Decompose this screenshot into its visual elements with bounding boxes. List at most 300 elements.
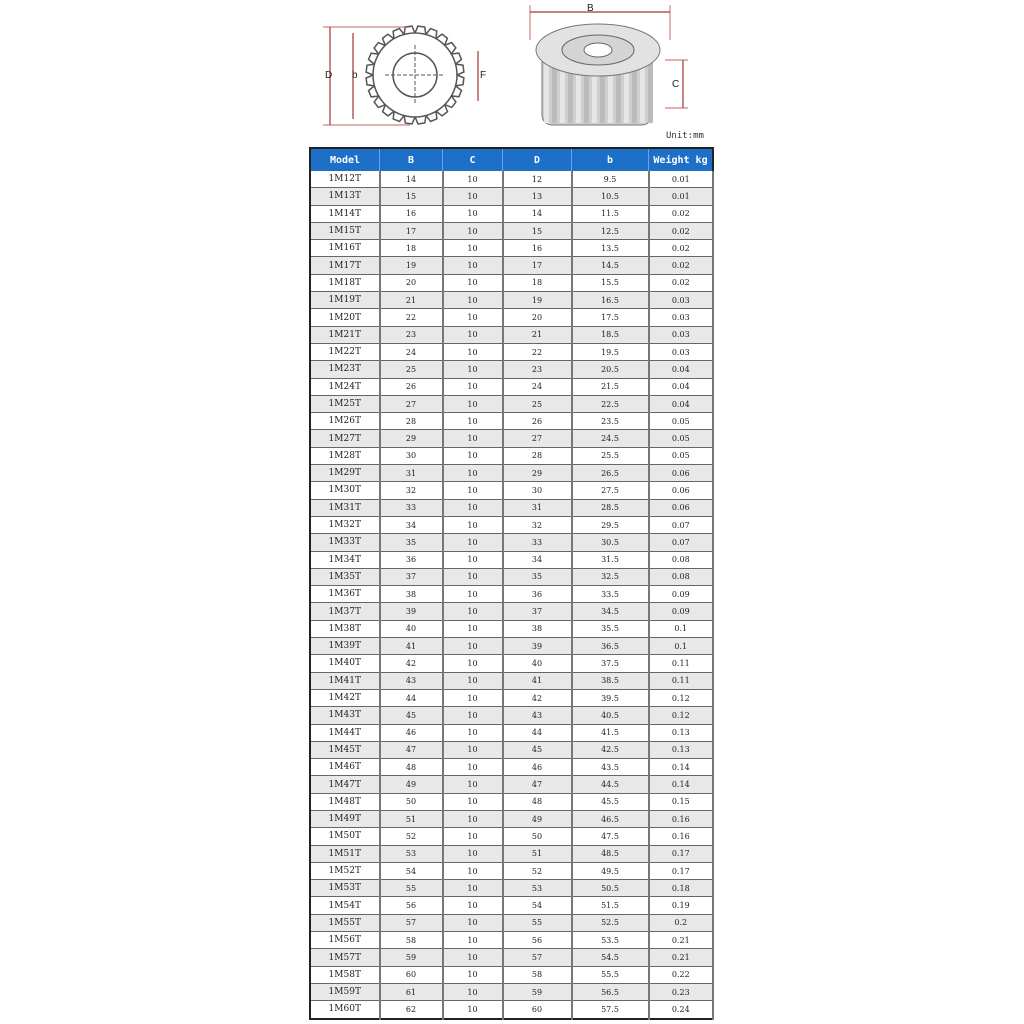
cell-weight: 0.01 bbox=[649, 188, 714, 205]
cell-B: 36 bbox=[380, 551, 443, 568]
table-header-row bbox=[310, 148, 713, 171]
cell-b: 20.5 bbox=[572, 361, 649, 378]
cell-B: 58 bbox=[380, 932, 443, 949]
cell-weight: 0.17 bbox=[649, 845, 714, 862]
cell-D: 13 bbox=[503, 188, 572, 205]
cell-B: 29 bbox=[380, 430, 443, 447]
cell-model: 1M16T bbox=[310, 240, 380, 257]
cell-C: 10 bbox=[443, 430, 503, 447]
cell-b: 34.5 bbox=[572, 603, 649, 620]
cell-B: 44 bbox=[380, 689, 443, 706]
cell-weight: 0.03 bbox=[649, 326, 714, 343]
cell-D: 60 bbox=[503, 1001, 572, 1019]
table-row bbox=[310, 171, 713, 188]
cell-weight: 0.09 bbox=[649, 603, 714, 620]
cell-C: 10 bbox=[443, 880, 503, 897]
cell-D: 32 bbox=[503, 516, 572, 533]
table-row bbox=[310, 810, 713, 827]
cell-C: 10 bbox=[443, 932, 503, 949]
cell-D: 51 bbox=[503, 845, 572, 862]
cell-C: 10 bbox=[443, 395, 503, 412]
cell-C: 10 bbox=[443, 568, 503, 585]
cell-weight: 0.05 bbox=[649, 430, 714, 447]
cell-model: 1M56T bbox=[310, 932, 380, 949]
cell-weight: 0.01 bbox=[649, 171, 714, 188]
dim-label-D: D bbox=[325, 70, 333, 81]
cell-weight: 0.07 bbox=[649, 516, 714, 533]
cell-D: 20 bbox=[503, 309, 572, 326]
cell-D: 44 bbox=[503, 724, 572, 741]
cell-weight: 0.15 bbox=[649, 793, 714, 810]
cell-C: 10 bbox=[443, 689, 503, 706]
cell-C: 10 bbox=[443, 862, 503, 879]
cell-model: 1M33T bbox=[310, 534, 380, 551]
cell-C: 10 bbox=[443, 378, 503, 395]
cell-C: 10 bbox=[443, 1001, 503, 1019]
table-row bbox=[310, 465, 713, 482]
cell-D: 21 bbox=[503, 326, 572, 343]
cell-model: 1M50T bbox=[310, 828, 380, 845]
cell-D: 56 bbox=[503, 932, 572, 949]
cell-C: 10 bbox=[443, 966, 503, 983]
table-row bbox=[310, 880, 713, 897]
cell-D: 38 bbox=[503, 620, 572, 637]
table-row bbox=[310, 1001, 713, 1019]
cell-C: 10 bbox=[443, 516, 503, 533]
cell-C: 10 bbox=[443, 845, 503, 862]
cell-model: 1M21T bbox=[310, 326, 380, 343]
cell-D: 24 bbox=[503, 378, 572, 395]
cell-model: 1M24T bbox=[310, 378, 380, 395]
table-row bbox=[310, 966, 713, 983]
cell-b: 41.5 bbox=[572, 724, 649, 741]
cell-b: 51.5 bbox=[572, 897, 649, 914]
cell-B: 26 bbox=[380, 378, 443, 395]
cell-D: 41 bbox=[503, 672, 572, 689]
cell-weight: 0.04 bbox=[649, 361, 714, 378]
cell-b: 42.5 bbox=[572, 741, 649, 758]
table-row bbox=[310, 793, 713, 810]
cell-C: 10 bbox=[443, 465, 503, 482]
cell-C: 10 bbox=[443, 205, 503, 222]
table-row bbox=[310, 413, 713, 430]
cell-weight: 0.03 bbox=[649, 309, 714, 326]
cell-b: 36.5 bbox=[572, 638, 649, 655]
cell-model: 1M60T bbox=[310, 1001, 380, 1019]
cell-C: 10 bbox=[443, 759, 503, 776]
cell-b: 17.5 bbox=[572, 309, 649, 326]
cell-C: 10 bbox=[443, 793, 503, 810]
cell-C: 10 bbox=[443, 343, 503, 360]
cell-model: 1M25T bbox=[310, 395, 380, 412]
cell-D: 35 bbox=[503, 568, 572, 585]
cell-B: 37 bbox=[380, 568, 443, 585]
cell-model: 1M40T bbox=[310, 655, 380, 672]
cell-D: 48 bbox=[503, 793, 572, 810]
cell-model: 1M30T bbox=[310, 482, 380, 499]
cell-b: 56.5 bbox=[572, 983, 649, 1000]
cell-weight: 0.24 bbox=[649, 1001, 714, 1019]
cell-weight: 0.03 bbox=[649, 343, 714, 360]
cell-C: 10 bbox=[443, 257, 503, 274]
cell-D: 55 bbox=[503, 914, 572, 931]
table-row bbox=[310, 568, 713, 585]
cell-model: 1M20T bbox=[310, 309, 380, 326]
cell-B: 56 bbox=[380, 897, 443, 914]
table-row bbox=[310, 482, 713, 499]
cell-D: 50 bbox=[503, 828, 572, 845]
cell-model: 1M19T bbox=[310, 292, 380, 309]
cell-model: 1M46T bbox=[310, 759, 380, 776]
cell-B: 21 bbox=[380, 292, 443, 309]
table-row bbox=[310, 240, 713, 257]
cell-b: 30.5 bbox=[572, 534, 649, 551]
cell-model: 1M31T bbox=[310, 499, 380, 516]
cell-B: 27 bbox=[380, 395, 443, 412]
cell-weight: 0.14 bbox=[649, 759, 714, 776]
header-weight: Weight kg bbox=[649, 148, 714, 171]
cell-model: 1M41T bbox=[310, 672, 380, 689]
cell-weight: 0.05 bbox=[649, 447, 714, 464]
cell-weight: 0.1 bbox=[649, 620, 714, 637]
table-row bbox=[310, 949, 713, 966]
table-row bbox=[310, 620, 713, 637]
cell-B: 35 bbox=[380, 534, 443, 551]
cell-model: 1M13T bbox=[310, 188, 380, 205]
cell-B: 14 bbox=[380, 171, 443, 188]
cell-B: 30 bbox=[380, 447, 443, 464]
cell-C: 10 bbox=[443, 171, 503, 188]
cell-C: 10 bbox=[443, 292, 503, 309]
cell-B: 22 bbox=[380, 309, 443, 326]
cell-B: 18 bbox=[380, 240, 443, 257]
cell-C: 10 bbox=[443, 447, 503, 464]
cell-D: 37 bbox=[503, 603, 572, 620]
cell-model: 1M32T bbox=[310, 516, 380, 533]
cell-weight: 0.02 bbox=[649, 222, 714, 239]
cell-weight: 0.08 bbox=[649, 551, 714, 568]
cell-b: 46.5 bbox=[572, 810, 649, 827]
cell-weight: 0.07 bbox=[649, 534, 714, 551]
cell-C: 10 bbox=[443, 222, 503, 239]
table-row bbox=[310, 292, 713, 309]
cell-b: 53.5 bbox=[572, 932, 649, 949]
cell-D: 17 bbox=[503, 257, 572, 274]
cell-b: 31.5 bbox=[572, 551, 649, 568]
cell-C: 10 bbox=[443, 603, 503, 620]
header-C: C bbox=[443, 148, 503, 171]
cell-D: 31 bbox=[503, 499, 572, 516]
cell-b: 33.5 bbox=[572, 586, 649, 603]
cell-weight: 0.16 bbox=[649, 828, 714, 845]
cell-b: 11.5 bbox=[572, 205, 649, 222]
cell-B: 62 bbox=[380, 1001, 443, 1019]
cell-model: 1M29T bbox=[310, 465, 380, 482]
cell-weight: 0.09 bbox=[649, 586, 714, 603]
cell-model: 1M59T bbox=[310, 983, 380, 1000]
cell-weight: 0.04 bbox=[649, 395, 714, 412]
cell-b: 14.5 bbox=[572, 257, 649, 274]
table-row bbox=[310, 586, 713, 603]
cell-D: 36 bbox=[503, 586, 572, 603]
cell-B: 59 bbox=[380, 949, 443, 966]
cell-C: 10 bbox=[443, 949, 503, 966]
cell-model: 1M36T bbox=[310, 586, 380, 603]
cell-model: 1M28T bbox=[310, 447, 380, 464]
cell-D: 18 bbox=[503, 274, 572, 291]
cell-D: 43 bbox=[503, 707, 572, 724]
cell-B: 48 bbox=[380, 759, 443, 776]
cell-C: 10 bbox=[443, 655, 503, 672]
cell-B: 47 bbox=[380, 741, 443, 758]
cell-D: 46 bbox=[503, 759, 572, 776]
cell-model: 1M17T bbox=[310, 257, 380, 274]
cell-model: 1M49T bbox=[310, 810, 380, 827]
cell-weight: 0.06 bbox=[649, 499, 714, 516]
cell-model: 1M53T bbox=[310, 880, 380, 897]
cell-weight: 0.03 bbox=[649, 292, 714, 309]
cell-D: 57 bbox=[503, 949, 572, 966]
cell-C: 10 bbox=[443, 240, 503, 257]
cell-b: 45.5 bbox=[572, 793, 649, 810]
cell-weight: 0.06 bbox=[649, 465, 714, 482]
cell-B: 41 bbox=[380, 638, 443, 655]
cell-B: 43 bbox=[380, 672, 443, 689]
cell-model: 1M37T bbox=[310, 603, 380, 620]
cell-C: 10 bbox=[443, 413, 503, 430]
table-row bbox=[310, 326, 713, 343]
cell-C: 10 bbox=[443, 897, 503, 914]
cell-C: 10 bbox=[443, 638, 503, 655]
cell-b: 22.5 bbox=[572, 395, 649, 412]
table-row bbox=[310, 759, 713, 776]
cell-B: 34 bbox=[380, 516, 443, 533]
unit-label: Unit:mm bbox=[666, 131, 704, 141]
cell-C: 10 bbox=[443, 499, 503, 516]
cell-D: 30 bbox=[503, 482, 572, 499]
table-row bbox=[310, 638, 713, 655]
dim-label-C: C bbox=[672, 79, 680, 90]
cell-B: 52 bbox=[380, 828, 443, 845]
header-D: D bbox=[503, 148, 572, 171]
cell-model: 1M12T bbox=[310, 171, 380, 188]
dim-label-F: F bbox=[480, 70, 487, 81]
cell-B: 61 bbox=[380, 983, 443, 1000]
cell-C: 10 bbox=[443, 707, 503, 724]
cell-D: 33 bbox=[503, 534, 572, 551]
cell-weight: 0.02 bbox=[649, 205, 714, 222]
cell-D: 29 bbox=[503, 465, 572, 482]
cell-B: 54 bbox=[380, 862, 443, 879]
cell-B: 49 bbox=[380, 776, 443, 793]
table-row bbox=[310, 897, 713, 914]
cell-B: 24 bbox=[380, 343, 443, 360]
cell-B: 31 bbox=[380, 465, 443, 482]
cell-b: 15.5 bbox=[572, 274, 649, 291]
cell-D: 58 bbox=[503, 966, 572, 983]
cell-B: 45 bbox=[380, 707, 443, 724]
cell-C: 10 bbox=[443, 326, 503, 343]
table-row bbox=[310, 361, 713, 378]
cell-B: 16 bbox=[380, 205, 443, 222]
cell-C: 10 bbox=[443, 741, 503, 758]
cell-b: 50.5 bbox=[572, 880, 649, 897]
cell-B: 19 bbox=[380, 257, 443, 274]
cell-model: 1M15T bbox=[310, 222, 380, 239]
cell-D: 19 bbox=[503, 292, 572, 309]
table-row bbox=[310, 343, 713, 360]
cell-b: 27.5 bbox=[572, 482, 649, 499]
table-row bbox=[310, 707, 713, 724]
cell-weight: 0.1 bbox=[649, 638, 714, 655]
cell-B: 51 bbox=[380, 810, 443, 827]
table-row bbox=[310, 516, 713, 533]
cell-weight: 0.02 bbox=[649, 274, 714, 291]
cell-weight: 0.13 bbox=[649, 724, 714, 741]
cell-D: 59 bbox=[503, 983, 572, 1000]
header-b: b bbox=[572, 148, 649, 171]
table-row bbox=[310, 395, 713, 412]
cell-model: 1M51T bbox=[310, 845, 380, 862]
cell-b: 28.5 bbox=[572, 499, 649, 516]
cell-weight: 0.11 bbox=[649, 655, 714, 672]
cell-C: 10 bbox=[443, 534, 503, 551]
cell-model: 1M48T bbox=[310, 793, 380, 810]
cell-weight: 0.05 bbox=[649, 413, 714, 430]
cell-b: 29.5 bbox=[572, 516, 649, 533]
cell-model: 1M39T bbox=[310, 638, 380, 655]
cell-model: 1M42T bbox=[310, 689, 380, 706]
cell-C: 10 bbox=[443, 586, 503, 603]
cell-D: 45 bbox=[503, 741, 572, 758]
cell-model: 1M47T bbox=[310, 776, 380, 793]
table-row bbox=[310, 828, 713, 845]
cell-B: 23 bbox=[380, 326, 443, 343]
cell-model: 1M52T bbox=[310, 862, 380, 879]
cell-b: 47.5 bbox=[572, 828, 649, 845]
table-row bbox=[310, 845, 713, 862]
cell-model: 1M38T bbox=[310, 620, 380, 637]
cell-C: 10 bbox=[443, 914, 503, 931]
table-row bbox=[310, 689, 713, 706]
table-row bbox=[310, 257, 713, 274]
cell-b: 32.5 bbox=[572, 568, 649, 585]
table-row bbox=[310, 188, 713, 205]
cell-D: 16 bbox=[503, 240, 572, 257]
cell-weight: 0.2 bbox=[649, 914, 714, 931]
table-row bbox=[310, 378, 713, 395]
cell-B: 57 bbox=[380, 914, 443, 931]
cell-b: 43.5 bbox=[572, 759, 649, 776]
table-row bbox=[310, 430, 713, 447]
table-row bbox=[310, 741, 713, 758]
cell-C: 10 bbox=[443, 810, 503, 827]
table-row bbox=[310, 862, 713, 879]
table-row bbox=[310, 932, 713, 949]
cell-D: 22 bbox=[503, 343, 572, 360]
cell-B: 28 bbox=[380, 413, 443, 430]
cell-B: 60 bbox=[380, 966, 443, 983]
cell-b: 16.5 bbox=[572, 292, 649, 309]
cell-b: 52.5 bbox=[572, 914, 649, 931]
cell-D: 52 bbox=[503, 862, 572, 879]
cell-weight: 0.11 bbox=[649, 672, 714, 689]
cell-B: 53 bbox=[380, 845, 443, 862]
cell-B: 32 bbox=[380, 482, 443, 499]
table-row bbox=[310, 222, 713, 239]
table-row bbox=[310, 309, 713, 326]
cell-C: 10 bbox=[443, 188, 503, 205]
cell-weight: 0.18 bbox=[649, 880, 714, 897]
table-row bbox=[310, 724, 713, 741]
cell-C: 10 bbox=[443, 274, 503, 291]
table-row bbox=[310, 603, 713, 620]
cell-D: 26 bbox=[503, 413, 572, 430]
cell-model: 1M34T bbox=[310, 551, 380, 568]
cell-C: 10 bbox=[443, 828, 503, 845]
table-row bbox=[310, 534, 713, 551]
cell-B: 17 bbox=[380, 222, 443, 239]
cell-C: 10 bbox=[443, 724, 503, 741]
cell-weight: 0.02 bbox=[649, 257, 714, 274]
cell-model: 1M18T bbox=[310, 274, 380, 291]
cell-D: 14 bbox=[503, 205, 572, 222]
cell-b: 26.5 bbox=[572, 465, 649, 482]
cell-b: 38.5 bbox=[572, 672, 649, 689]
dim-label-B: B bbox=[587, 3, 594, 14]
cell-model: 1M58T bbox=[310, 966, 380, 983]
table-row bbox=[310, 447, 713, 464]
cell-b: 55.5 bbox=[572, 966, 649, 983]
cell-model: 1M14T bbox=[310, 205, 380, 222]
cell-D: 54 bbox=[503, 897, 572, 914]
cell-weight: 0.16 bbox=[649, 810, 714, 827]
cell-C: 10 bbox=[443, 983, 503, 1000]
cell-B: 39 bbox=[380, 603, 443, 620]
cell-weight: 0.23 bbox=[649, 983, 714, 1000]
cell-model: 1M27T bbox=[310, 430, 380, 447]
cell-B: 38 bbox=[380, 586, 443, 603]
cell-weight: 0.06 bbox=[649, 482, 714, 499]
table-row bbox=[310, 914, 713, 931]
cell-C: 10 bbox=[443, 672, 503, 689]
cell-weight: 0.14 bbox=[649, 776, 714, 793]
cell-C: 10 bbox=[443, 776, 503, 793]
cell-D: 40 bbox=[503, 655, 572, 672]
cell-D: 28 bbox=[503, 447, 572, 464]
cell-b: 23.5 bbox=[572, 413, 649, 430]
cell-D: 39 bbox=[503, 638, 572, 655]
cell-weight: 0.21 bbox=[649, 932, 714, 949]
cell-B: 55 bbox=[380, 880, 443, 897]
table-row bbox=[310, 672, 713, 689]
cell-D: 25 bbox=[503, 395, 572, 412]
cell-b: 18.5 bbox=[572, 326, 649, 343]
cell-model: 1M54T bbox=[310, 897, 380, 914]
cell-b: 40.5 bbox=[572, 707, 649, 724]
cell-b: 12.5 bbox=[572, 222, 649, 239]
cell-weight: 0.19 bbox=[649, 897, 714, 914]
cell-C: 10 bbox=[443, 361, 503, 378]
cell-model: 1M43T bbox=[310, 707, 380, 724]
cell-B: 20 bbox=[380, 274, 443, 291]
cell-B: 25 bbox=[380, 361, 443, 378]
cell-b: 10.5 bbox=[572, 188, 649, 205]
cell-b: 44.5 bbox=[572, 776, 649, 793]
cell-b: 54.5 bbox=[572, 949, 649, 966]
cell-model: 1M57T bbox=[310, 949, 380, 966]
cell-b: 48.5 bbox=[572, 845, 649, 862]
